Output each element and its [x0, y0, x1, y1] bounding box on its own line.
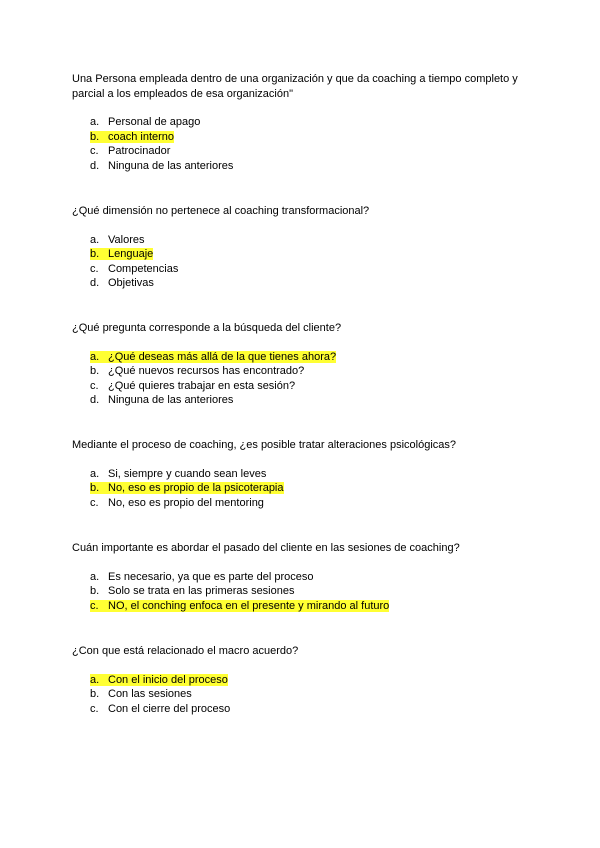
- option-a: [90, 570, 550, 585]
- option-text: No, eso es propio de la psicoterapia: [108, 482, 284, 494]
- option-letter: a.: [90, 467, 100, 480]
- option-text: NO, el conching enfoca en el presente y mirando al futuro: [108, 599, 390, 612]
- option-text: Lenguaje: [108, 248, 154, 260]
- option-letter: b.: [90, 688, 100, 700]
- options-list: [90, 115, 550, 173]
- option-d: [90, 159, 550, 174]
- options-list: [90, 673, 550, 717]
- option-text: Con las sesiones: [108, 688, 192, 700]
- question-text: ¿Qué dimensión no pertenece al coaching transformacional?: [72, 205, 370, 217]
- option-letter: c.: [90, 702, 99, 715]
- option-letter: c.: [90, 496, 99, 509]
- option-text: Ninguna de las anteriores: [108, 159, 234, 172]
- question-6: [72, 644, 532, 716]
- option-letter: c.: [90, 379, 99, 392]
- question-2: [72, 204, 532, 291]
- option-c: [90, 262, 550, 277]
- option-text: coach interno: [108, 130, 175, 143]
- options-list: [90, 570, 550, 614]
- option-text: Ninguna de las anteriores: [108, 394, 234, 406]
- option-c: [90, 599, 550, 614]
- option-b: [90, 247, 550, 262]
- option-text: ¿Qué quieres trabajar en esta sesión?: [108, 379, 296, 392]
- option-letter: b.: [90, 248, 100, 260]
- option-c: [90, 702, 550, 717]
- option-text: Patrocinador: [108, 145, 171, 157]
- option-letter: a.: [90, 570, 100, 583]
- option-c: [90, 144, 550, 159]
- option-text: Si, siempre y cuando sean leves: [108, 467, 267, 480]
- question-5: [72, 541, 532, 613]
- option-text: Con el cierre del proceso: [108, 702, 231, 715]
- highlighted-answer: [90, 482, 284, 494]
- option-a: [90, 467, 550, 482]
- option-letter: c.: [90, 599, 99, 612]
- option-a: [90, 673, 550, 688]
- option-c: [90, 496, 550, 511]
- option-letter: c.: [90, 262, 99, 275]
- option-letter: b.: [90, 585, 100, 597]
- option-letter: a.: [90, 350, 100, 363]
- question-text: ¿Qué pregunta corresponde a la búsqueda del cliente?: [72, 322, 342, 334]
- option-letter: b.: [90, 482, 100, 494]
- question-text: ¿Con que está relacionado el macro acuerdo?: [72, 645, 299, 657]
- option-b: [90, 364, 550, 379]
- option-b: [90, 481, 550, 496]
- highlighted-answer: [90, 248, 153, 260]
- option-a: [90, 115, 550, 130]
- option-text: Personal de apago: [108, 116, 201, 128]
- question-3: [72, 321, 532, 408]
- question-text: Mediante el proceso de coaching, ¿es posible tratar alteraciones psicológicas?: [72, 439, 456, 451]
- option-text: No, eso es propio del mentoring: [108, 496, 264, 509]
- option-a: [90, 350, 550, 365]
- option-text: Con el inicio del proceso: [108, 673, 228, 686]
- highlighted-answer: [90, 674, 228, 686]
- option-text: ¿Qué deseas más allá de la que tienes ahora?: [108, 350, 337, 363]
- option-text: ¿Qué nuevos recursos has encontrado?: [108, 365, 305, 377]
- option-letter: d.: [90, 394, 100, 406]
- options-list: [90, 233, 550, 291]
- option-text: Objetivas: [108, 277, 154, 289]
- option-letter: a.: [90, 673, 100, 686]
- option-text: Es necesario, ya que es parte del proceso: [108, 570, 314, 583]
- option-letter: a.: [90, 233, 100, 246]
- option-d: [90, 276, 550, 291]
- option-c: [90, 379, 550, 394]
- highlighted-answer: [90, 600, 389, 612]
- option-b: [90, 687, 550, 702]
- option-text: Valores: [108, 233, 145, 246]
- option-letter: d.: [90, 159, 100, 172]
- option-b: [90, 130, 550, 145]
- option-letter: b.: [90, 365, 100, 377]
- option-text: Competencias: [108, 262, 179, 275]
- highlighted-answer: [90, 131, 174, 143]
- option-letter: c.: [90, 145, 99, 157]
- option-letter: b.: [90, 130, 100, 143]
- option-letter: a.: [90, 116, 100, 128]
- options-list: [90, 350, 550, 408]
- question-text: Una Persona empleada dentro de una organización y que da coaching a tiempo completo y parcial a los empleados de esa organización": [72, 73, 518, 100]
- option-b: [90, 584, 550, 599]
- question-text: Cuán importante es abordar el pasado del cliente en las sesiones de coaching?: [72, 542, 460, 554]
- highlighted-answer: [90, 351, 336, 363]
- option-text: Solo se trata en las primeras sesiones: [108, 585, 295, 597]
- question-4: [72, 438, 532, 510]
- question-1: [72, 72, 532, 173]
- options-list: [90, 467, 550, 511]
- option-d: [90, 393, 550, 408]
- option-a: [90, 233, 550, 248]
- option-letter: d.: [90, 277, 100, 289]
